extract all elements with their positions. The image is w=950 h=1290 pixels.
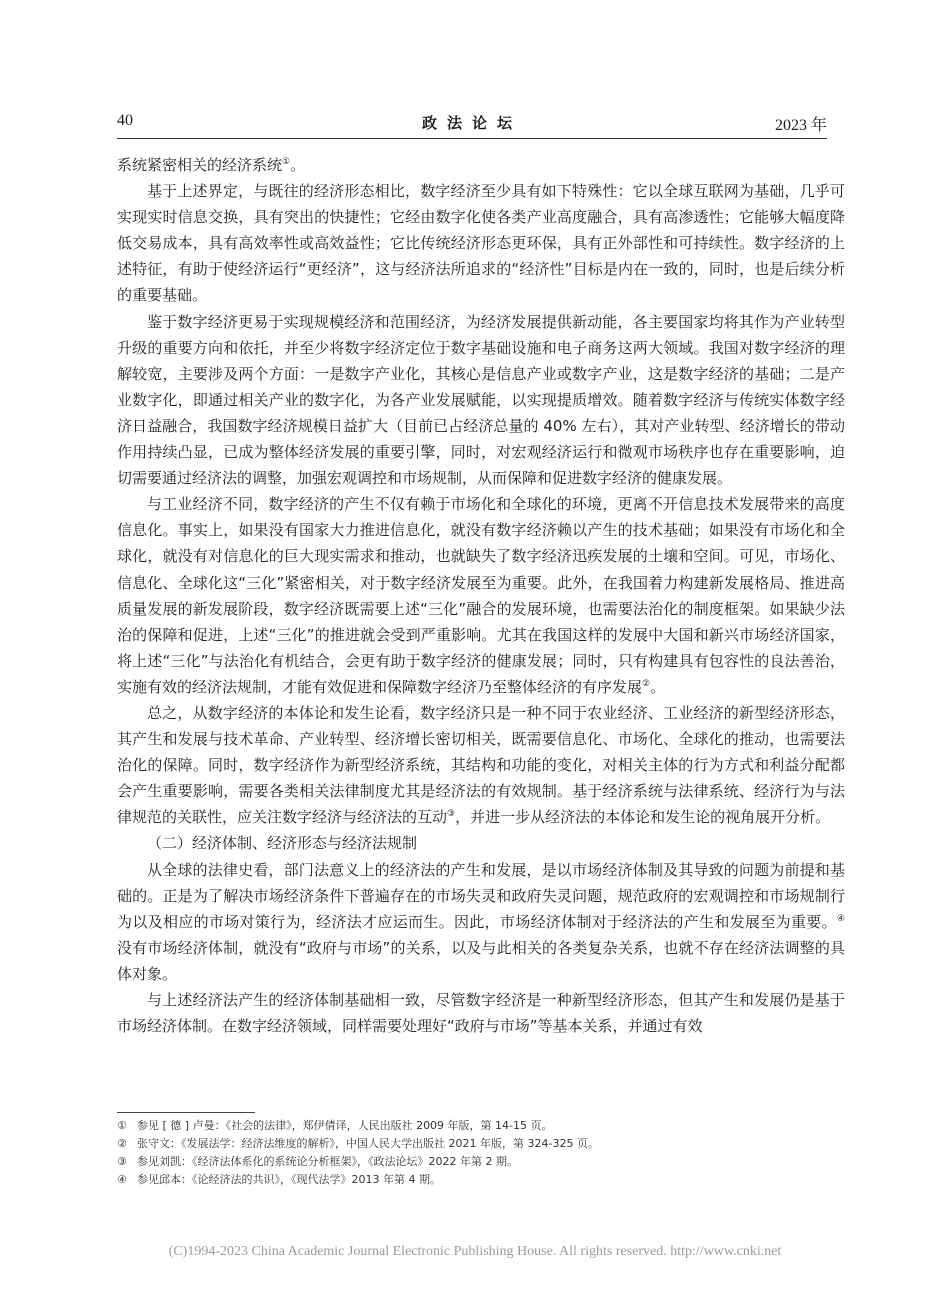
- page-header: [117, 112, 827, 139]
- copyright-notice: (C)1994-2023 China Academic Journal Electronic Publishing House. All rights reserved. http://www.cnki.net: [168, 1244, 782, 1259]
- footnote-item: [117, 1171, 827, 1189]
- issue-year: 2023 年: [774, 117, 827, 134]
- paragraph: [117, 700, 845, 830]
- paragraph-text: 。: [650, 677, 666, 696]
- footnote-reference[interactable]: ①: [282, 157, 291, 167]
- paragraph-text: ，并进一步从经济法的本体论和发生论的视角展开分析。: [455, 808, 831, 827]
- paragraph-text: 没有市场经济体制，就没有“政府与市场”的关系，以及与此相关的各类复杂关系，也就不存在经济法调整的具体对象。: [117, 938, 845, 983]
- footnotes: [117, 1117, 827, 1189]
- paragraph-text: 与上述经济法产生的经济体制基础相一致，尽管数字经济是一种新型经济形态，但其产生和发展仍是基于市场经济体制。在数字经济领域，同样需要处理好“政府与市场”等基本关系，并通过有效: [117, 991, 845, 1036]
- article-body: [117, 152, 845, 1039]
- footnote-reference[interactable]: ④: [836, 913, 845, 924]
- footnote-marker: ④: [117, 1173, 127, 1186]
- footnote-text: 参见刘凯：《经济法体系化的系统论分析框架》，《政法论坛》2022 年第 2 期。: [137, 1155, 518, 1168]
- paragraph: [117, 491, 845, 700]
- footnote-reference[interactable]: ③: [447, 809, 456, 820]
- paragraph: [117, 152, 845, 178]
- paragraph-text: 与工业经济不同，数字经济的产生不仅有赖于市场化和全球化的环境，更离不开信息技术发展带来的高度信息化。事实上，如果没有国家大力推进信息化，就没有数字经济赖以产生的技术基础；如果没有市场化和全球化，就没有对信息化的巨大现实需求和推动，也就缺失了数字经济迅疾发展的土壤和空间。可见，市场化、信息化、全球化这“三化”紧密相关，对于数字经济发展至为重要。此外，在我国着力构建新发展格局、推进高质量发展的新发展阶段，数字经济既需要上述“三化”融合的发展环境，也需要法治化的制度框架。如果缺少法治的保障和促进，上述“三化”的推进就会受到严重影响。尤其在我国这样的发展中大国和新兴市场经济国家，将上述“三化”与法治化有机结合，会更有助于数字经济的健康发展；同时，只有构建具有包容性的良法善治，实施有效的经济法规制，才能有效促进和保障数字经济乃至整体经济的有序发展: [117, 495, 845, 696]
- footnote-item: [117, 1135, 827, 1153]
- paragraph: [117, 178, 845, 308]
- journal-title: 政法论坛: [421, 114, 522, 132]
- footnote-marker: ①: [117, 1119, 127, 1132]
- footnote-divider: [117, 1112, 255, 1113]
- footnote-marker: ②: [117, 1137, 127, 1150]
- paragraph: [117, 309, 845, 492]
- section-heading: [117, 830, 845, 856]
- paragraph-text: 系统紧密相关的经济系统: [117, 156, 283, 174]
- footnote-text: 参见邱本：《论经济法的共识》，《现代法学》2013 年第 4 期。: [137, 1173, 441, 1186]
- page-number: 40: [117, 112, 133, 129]
- paragraph-text: 基于上述界定，与既往的经济形态相比，数字经济至少具有如下特殊性：它以全球互联网为基础，几乎可实现实时信息交换，具有突出的快捷性；它经由数字化使各类产业高度融合，具有高渗透性；它能够大幅度降低交易成本，具有高效率性或高效益性；它比传统经济形态更环保，具有正外部性和可持续性。数字经济的上述特征，有助于使经济运行“更经济”，这与经济法所追求的“经济性”目标是内在一致的，同时，也是后续分析的重要基础。: [117, 182, 845, 305]
- paragraph: [117, 857, 845, 987]
- paragraph-text: 从全球的法律史看，部门法意义上的经济法的产生和发展，是以市场经济体制及其导致的问题为前提和基础的。正是为了解决市场经济条件下普遍存在的市场失灵和政府失灵问题，规范政府的宏观调控和市场规制行为以及相应的市场对策行为，经济法才应运而生。因此，市场经济体制对于经济法的产生和发展至为重要。: [117, 860, 845, 931]
- paragraph-text: 鉴于数字经济更易于实现规模经济和范围经济，为经济发展提供新动能，各主要国家均将其作为产业转型升级的重要方向和依托，并至少将数字经济定位于数字基础设施和电子商务这两大领域。我国对数字经济的理解较宽，主要涉及两个方面：一是数字产业化，其核心是信息产业或数字产业，这是数字经济的基础；二是产业数字化，即通过相关产业的数字化，为各产业发展赋能，以实现提质增效。随着数字经济与传统实体数字经济日益融合，我国数字经济规模日益扩大（目前已占经济总量的 40% 左右），其对产业转型、经济增长的带动作用持续凸显，已成为整体经济发展的重要引擎，同时，对宏观经济运行和微观市场秩序也存在重要影响，迫切需要通过经济法的调整，加强宏观调控和市场规制，从而保障和促进数字经济的健康发展。: [117, 312, 845, 488]
- footnote-marker: ③: [117, 1155, 127, 1168]
- paragraph-text: 总之，从数字经济的本体论和发生论看，数字经济只是一种不同于农业经济、工业经济的新型经济形态，其产生和发展与技术革命、产业转型、经济增长密切相关，既需要信息化、市场化、全球化的推动，也需要法治化的保障。同时，数字经济作为新型经济系统，其结构和功能的变化，对相关主体的行为方式和利益分配都会产生重要影响，需要各类相关法律制度尤其是经济法的有效规制。基于经济系统与法律系统、经济行为与法律规范的关联性，应关注数字经济与经济法的互动: [117, 703, 845, 827]
- footnote-text: 张守文：《发展法学：经济法维度的解析》，中国人民大学出版社 2021 年版，第 324-325 页。: [137, 1137, 599, 1150]
- paragraph: [117, 987, 845, 1039]
- footnote-item: [117, 1117, 827, 1135]
- paragraph-text: （二）经济体制、经济形态与经济法规制: [147, 834, 418, 853]
- footnote-text: 参见 [ 德 ] 卢曼：《社会的法律》，郑伊倩译，人民出版社 2009 年版，第 14-15 页。: [137, 1119, 553, 1132]
- paragraph-text: 。: [290, 156, 306, 174]
- footnote-reference[interactable]: ②: [642, 678, 651, 689]
- footnote-item: [117, 1153, 827, 1171]
